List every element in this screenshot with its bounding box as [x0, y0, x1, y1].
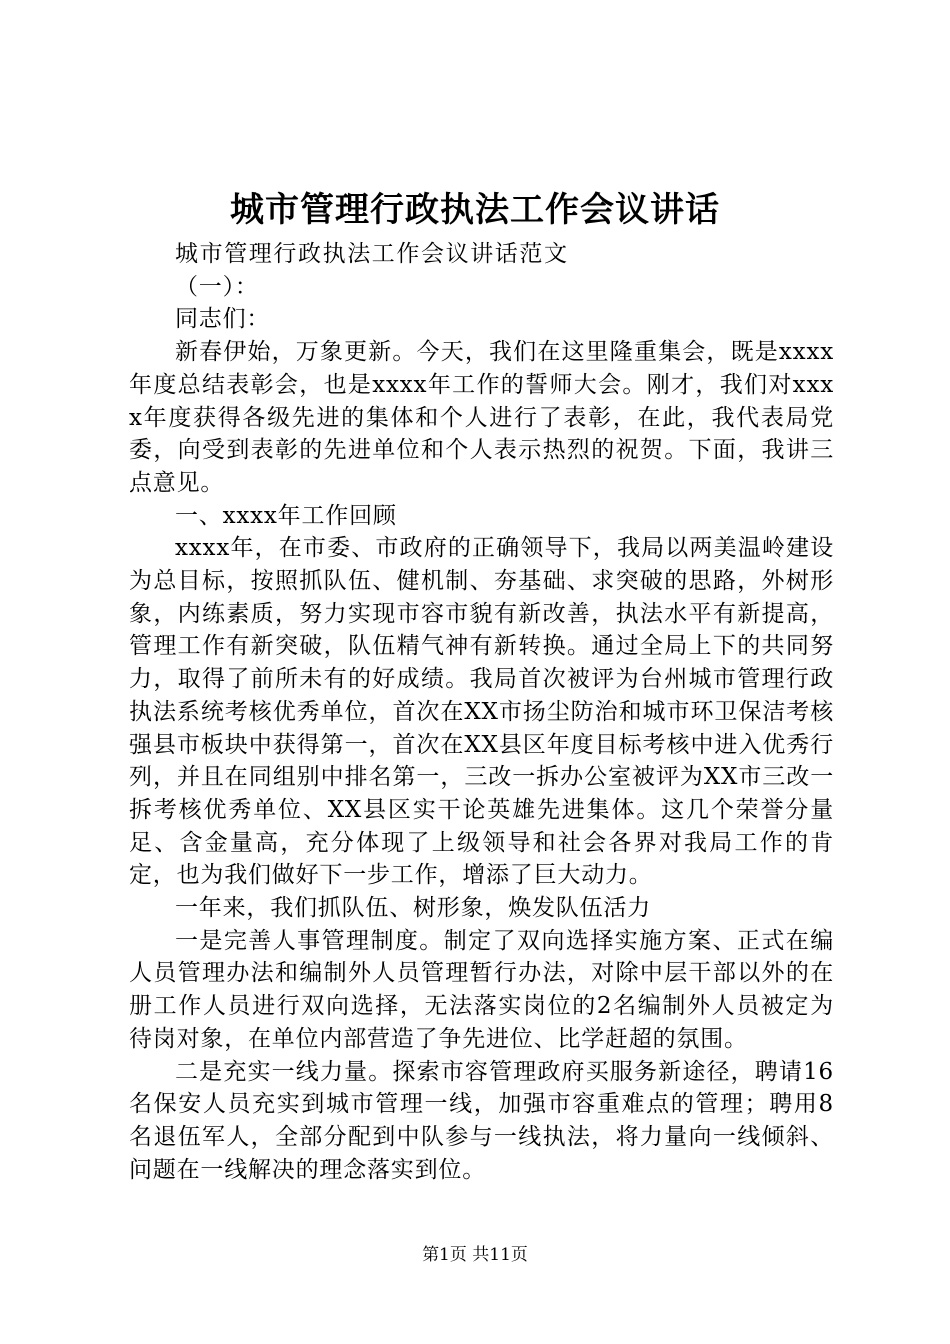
- opening-paragraph: 新春伊始，万象更新。今天，我们在这里隆重集会，既是xxxx年度总结表彰会，也是xxxx年工作的誓师大会。刚才，我们对xxxx年度获得各级先进的集体和个人进行了表彰，在此，我代表局党委，向受到表彰的先进单位和个人表示热烈的祝贺。下面，我讲三点意见。: [129, 339, 834, 496]
- document-body: [129, 238, 834, 1186]
- document-title: 城市管理行政执法工作会议讲话: [230, 190, 720, 230]
- subsection-heading-team: 一年来，我们抓队伍、树形象，焕发队伍活力: [175, 895, 651, 922]
- section-number-paragraph: （一）：: [175, 273, 259, 300]
- personnel-system-paragraph: 一是完善人事管理制度。制定了双向选择实施方案、正式在编人员管理办法和编制外人员管理暂行办法，对除中层干部以外的在册工作人员进行双向选择，无法落实岗位的2名编制外人员被定为待岗对象，在单位内部营造了争先进位、比学赶超的氛围。: [129, 927, 834, 1052]
- page-footer: 第1页 共11页: [422, 1245, 528, 1265]
- section-heading-review: 一、xxxx年工作回顾: [175, 502, 397, 529]
- subtitle-paragraph: 城市管理行政执法工作会议讲话范文: [175, 241, 569, 267]
- frontline-force-paragraph: 二是充实一线力量。探索市容管理政府买服务新途径，聘请16名保安人员充实到城市管理一线，加强市容重难点的管理；聘用8名退伍军人，全部分配到中队参与一线执法，将力量向一线倾斜、问题在一线解决的理念落实到位。: [129, 1058, 834, 1183]
- salutation-paragraph: 同志们：: [175, 306, 271, 333]
- review-paragraph: xxxx年，在市委、市政府的正确领导下，我局以两美温岭建设为总目标，按照抓队伍、健机制、夯基础、求突破的思路，外树形象，内练素质，努力实现市容市貌有新改善，执法水平有新提高，管理工作有新突破，队伍精气神有新转换。通过全局上下的共同努力，取得了前所未有的好成绩。我局首次被评为台州城市管理行政执法系统考核优秀单位，首次在XX市扬尘防治和城市环卫保洁考核强县市板块中获得第一，首次在XX县区年度目标考核中进入优秀行列，并且在同组别中排名第一，三改一拆办公室被评为XX市三改一拆考核优秀单位、XX县区实干论英雄先进集体。这几个荣誉分量足、含金量高，充分体现了上级领导和社会各界对我局工作的肯定，也为我们做好下一步工作，增添了巨大动力。: [129, 535, 834, 889]
